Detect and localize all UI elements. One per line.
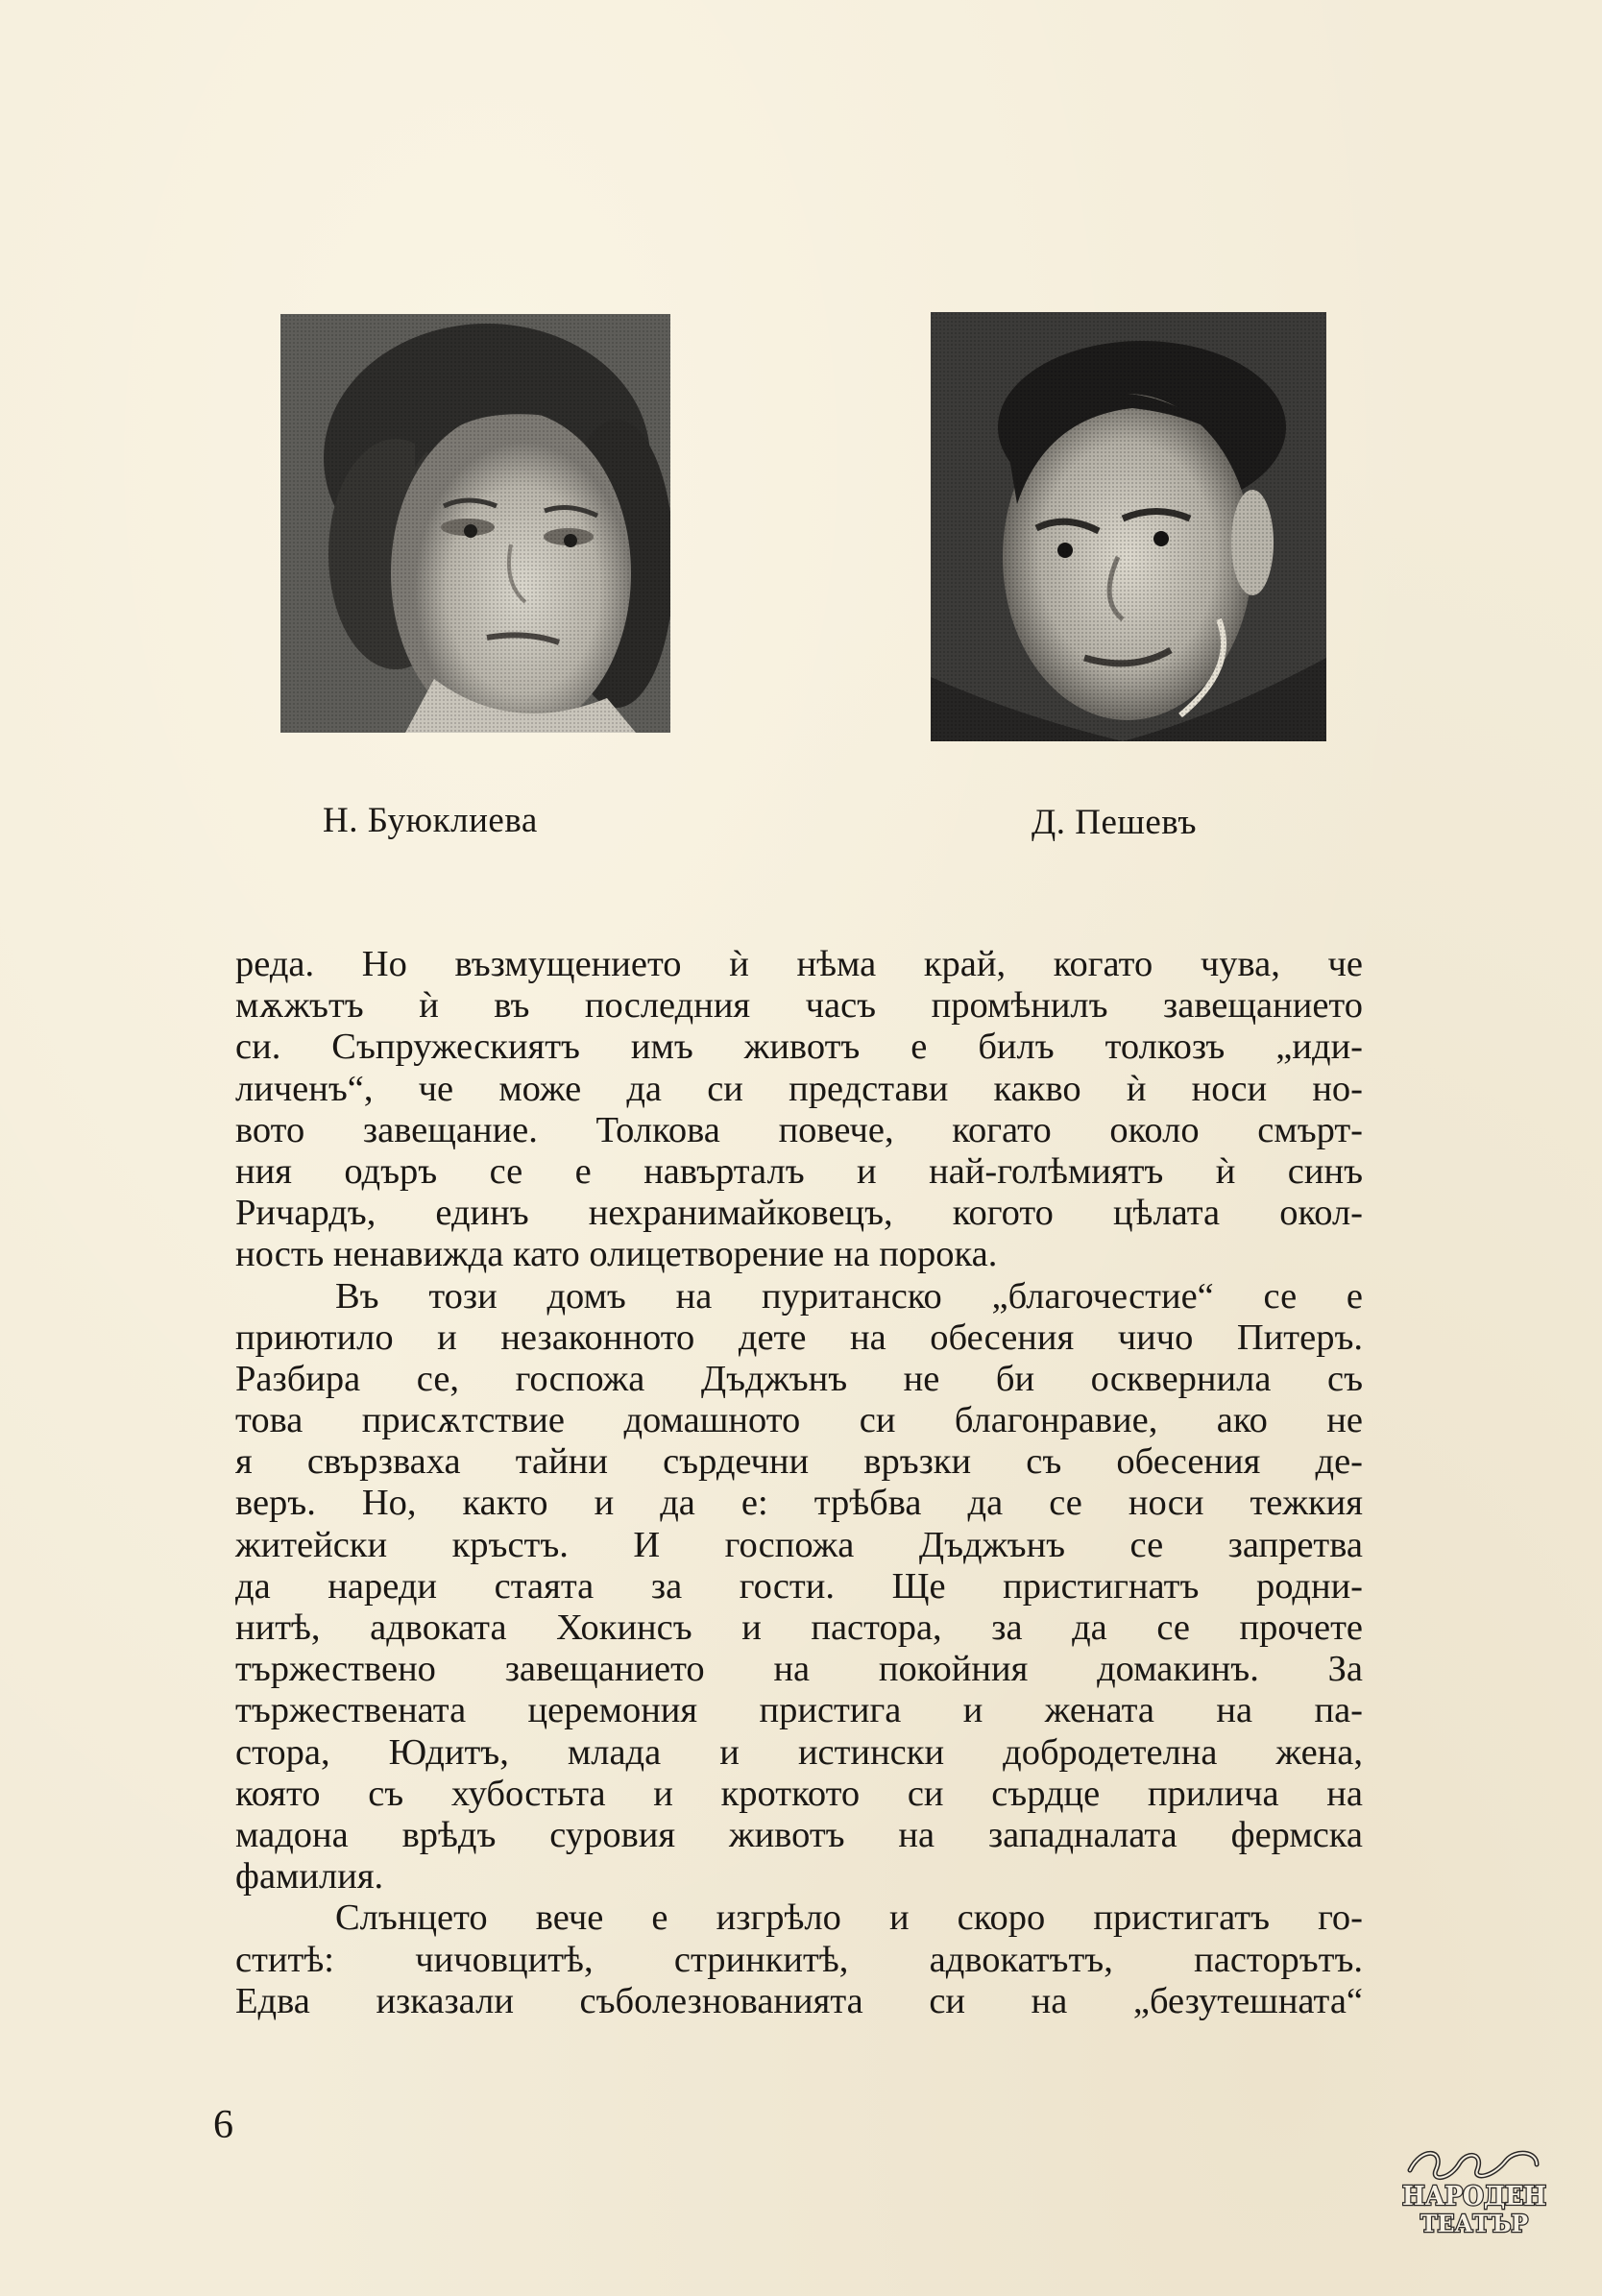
text-line: веръ. Но, както и да е: трѣбва да се носи тежкия: [235, 1483, 1363, 1524]
text-line: личенъ“, че може да си представи какво ѝ носи но-: [235, 1068, 1363, 1109]
text-line: тържествената церемония пристига и жената на па-: [235, 1690, 1363, 1731]
photo-caption-buyuklieva: Н. Буюклиева: [323, 801, 538, 840]
portrait-photo-peshev: [931, 312, 1326, 741]
text-line: да нареди стаята за гости. Ще пристигнатъ родни-: [235, 1565, 1363, 1607]
text-line: Разбира се, госпожа Дъджънъ не би осквернила съ: [235, 1358, 1363, 1399]
text-line: която съ хубостьта и кроткото си сърдце прилича на: [235, 1773, 1363, 1814]
text-line: ния одъръ се е навърталъ и най-голѣмиятъ ѝ синъ: [235, 1150, 1363, 1192]
theatre-logo-mark: [1393, 2141, 1556, 2237]
logo-line-1: НАРОДЕН: [1402, 2182, 1546, 2211]
woman-portrait-image: [280, 314, 670, 733]
text-line: вото завещание. Толкова повече, когато около смърт-: [235, 1109, 1363, 1150]
national-theatre-logo: [1393, 2141, 1556, 2237]
text-line: стора, Юдитъ, млада и истински добродетелна жена,: [235, 1731, 1363, 1773]
page-number: 6: [213, 2103, 233, 2147]
text-line: тържествено завещанието на покойния домакинъ. За: [235, 1649, 1363, 1690]
text-line: я свързваха тайни сърдечни връзки съ обесения де-: [235, 1441, 1363, 1483]
text-line: ность ненавижда като олицетворение на порока.: [235, 1234, 998, 1275]
text-line: мадона врѣдъ суровия животъ на западналата фермска: [235, 1814, 1363, 1855]
man-portrait-image: [931, 312, 1326, 741]
paragraph-start-line: Слънцето вече е изгрѣло и скоро пристигатъ го-: [335, 1897, 1363, 1939]
text-line: това присѫтствие домашното си благонравие, ако не: [235, 1400, 1363, 1441]
text-line: си. Съпружескиятъ имъ животъ е билъ толкозъ „иди-: [235, 1027, 1363, 1068]
portrait-photo-buyuklieva: [280, 314, 670, 733]
body-text: [235, 944, 1363, 2022]
text-line: реда. Но възмущението ѝ нѣма край, когато чува, че: [235, 944, 1363, 984]
text-line: ститѣ: чичовцитѣ, стринкитѣ, адвокатътъ, пасторътъ.: [235, 1939, 1363, 1980]
text-line: приютило и незаконното дете на обесения чичо Питеръ.: [235, 1317, 1363, 1358]
text-line: фамилия.: [235, 1856, 384, 1897]
text-line: Ричардъ, единъ нехранимайковецъ, когото цѣлата окол-: [235, 1193, 1363, 1234]
text-line: нитѣ, адвоката Хокинсъ и пастора, за да се прочете: [235, 1607, 1363, 1648]
text-line: мѫжътъ ѝ въ последния часъ промѣнилъ завещанието: [235, 985, 1363, 1027]
photo-caption-peshev: Д. Пешевъ: [1032, 803, 1197, 842]
text-line: Едва изказали съболезнованията си на „безутешната“: [235, 1980, 1363, 2021]
paragraph-start-line: Въ този домъ на пуританско „благочестие“ се е: [335, 1275, 1363, 1317]
text-line: житейски кръстъ. И госпожа Дъджънъ се запретва: [235, 1524, 1363, 1565]
logo-line-2: ТЕАТЪР: [1420, 2210, 1528, 2237]
